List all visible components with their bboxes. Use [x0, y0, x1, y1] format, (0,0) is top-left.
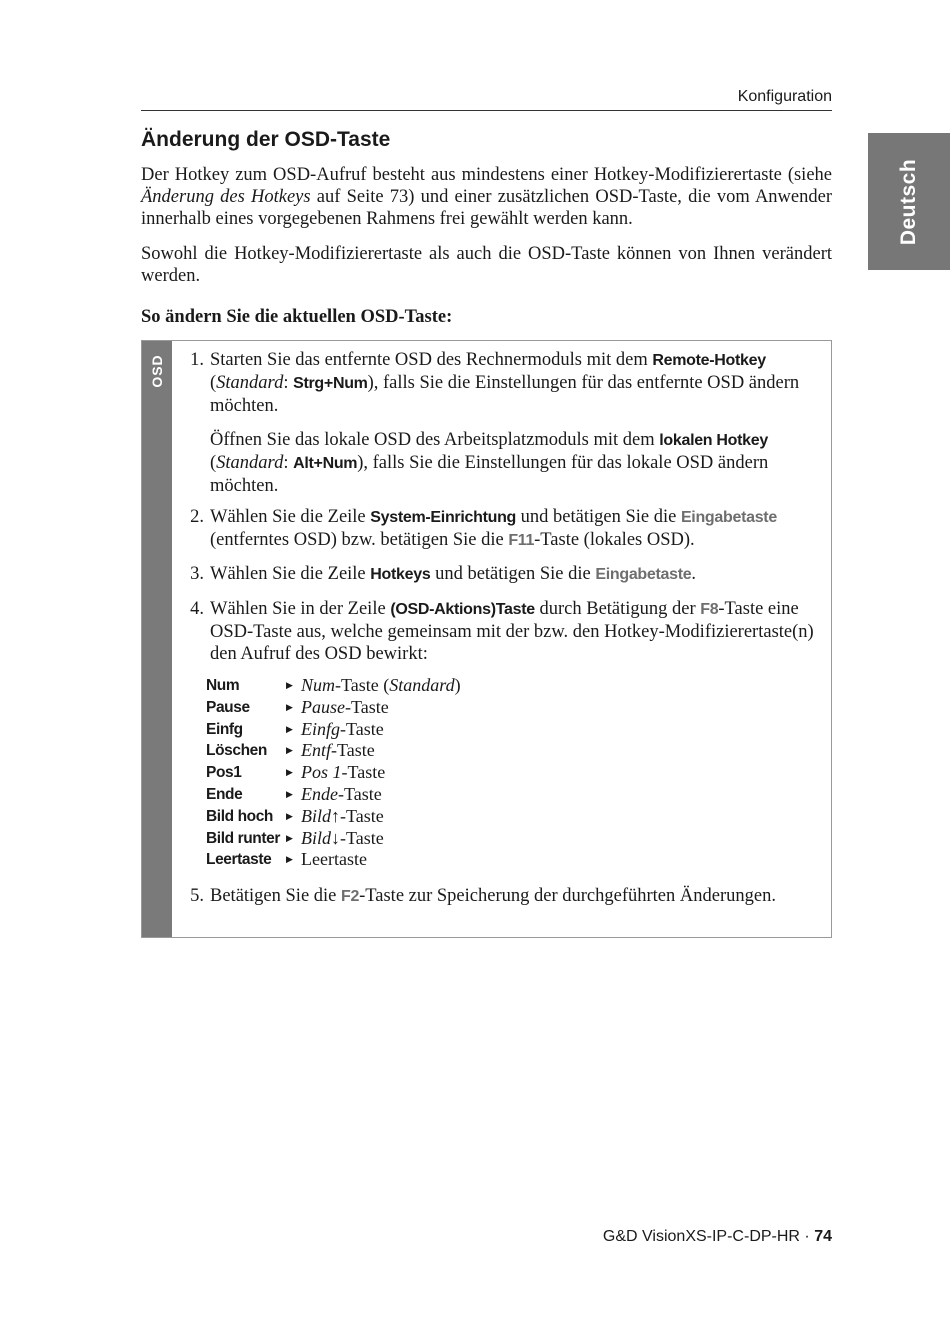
key-desc-italic: Pause: [301, 696, 345, 717]
ui-term: Hotkeys: [370, 566, 431, 583]
osd-side-bar: [142, 341, 172, 937]
key-desc-italic: Bild↑: [301, 805, 340, 826]
key-desc-italic: Pos 1: [301, 762, 342, 783]
triangle-right-icon: ▶: [286, 723, 293, 734]
key-desc-italic: Einfg: [301, 718, 340, 739]
ui-term: System-Einrichtung: [370, 509, 517, 526]
step-text: ), falls Sie die Einstellungen für das entfernte OSD ändern möchten.: [210, 373, 800, 416]
step-body: [210, 506, 820, 552]
key-option-desc: [301, 762, 385, 784]
intro-paragraph-2: Sowohl die Hotkey-Modifizierertaste als auch die OSD-Taste können von Ihnen verändert werden.: [141, 244, 832, 286]
header-divider: [141, 110, 832, 111]
key-option-name: Pos1: [206, 764, 242, 782]
step-text: und betätigen Sie die: [516, 507, 681, 527]
key-desc-italic: Standard: [389, 675, 455, 695]
key-term: F11: [508, 532, 535, 549]
step-number: 2.: [190, 507, 204, 527]
osd-instruction-box: [141, 340, 832, 938]
step-text: Wählen Sie die Zeile: [210, 564, 371, 584]
triangle-right-icon: ▶: [286, 767, 293, 778]
step-text: :: [283, 453, 294, 473]
key-option-name: Löschen: [206, 742, 267, 760]
step-text: Wählen Sie in der Zeile: [210, 599, 391, 619]
key-desc-text: -Taste: [345, 696, 389, 717]
step-text: Starten Sie das entfernte OSD des Rechnermoduls mit dem: [210, 350, 653, 370]
triangle-right-icon: ▶: [286, 832, 293, 843]
key-desc-italic: Entf: [301, 740, 331, 761]
key-term: Eingabetaste: [595, 566, 692, 583]
language-tab: [868, 133, 950, 270]
step-number: 3.: [190, 564, 204, 584]
triangle-right-icon: ▶: [286, 701, 293, 712]
key-option-name: Pause: [206, 698, 250, 716]
key-desc-text: -Taste: [340, 718, 384, 739]
page-number: 74: [814, 1228, 832, 1245]
steps-heading: So ändern Sie die aktuellen OSD-Taste:: [141, 307, 453, 327]
key-desc-text: Leertaste: [301, 849, 367, 870]
step-text: .: [691, 564, 696, 584]
key-term: Eingabetaste: [680, 509, 777, 526]
key-option-desc: [301, 675, 461, 697]
triangle-right-icon: ▶: [286, 788, 293, 799]
step-text: Wählen Sie die Zeile: [210, 507, 371, 527]
intro-text: Der Hotkey zum OSD-Aufruf besteht aus mindestens einer Hotkey-Modifizierertaste (siehe: [141, 165, 832, 185]
ui-term: (OSD-Aktions)Taste: [390, 601, 535, 618]
page-footer: [603, 1228, 832, 1246]
step-number: 4.: [190, 599, 204, 619]
step-text: -Taste (lokales OSD).: [534, 530, 695, 550]
key-option-desc: [301, 697, 389, 719]
key-desc-text: ): [454, 675, 461, 695]
step-text: :: [283, 373, 294, 393]
key-desc-text: -Taste: [341, 762, 386, 783]
section-title: Änderung der OSD-Taste: [141, 128, 391, 151]
key-option-name: Bild hoch: [206, 807, 274, 825]
step-text: durch Betätigung der: [534, 599, 701, 619]
step-text: Betätigen Sie die: [210, 886, 342, 906]
step-text: Öffnen Sie das lokale OSD des Arbeitsplatzmoduls mit dem: [210, 430, 660, 450]
key-desc-text: -Taste: [340, 805, 384, 826]
key-term: F8: [700, 601, 719, 618]
key-desc-italic: Num: [301, 675, 336, 695]
key-option-desc: [301, 784, 382, 806]
step-body: [210, 598, 820, 665]
triangle-right-icon: ▶: [286, 680, 293, 690]
cross-reference: Änderung des Hotkeys: [141, 187, 311, 207]
key-option-name: Num: [206, 677, 240, 694]
intro-text: auf Seite 73) und einer zusätzlichen OSD-Taste, die vom Anwender innerhalb eines vorgegebenen Rahmens frei gewählt werden kann.: [141, 187, 832, 229]
step-body: [210, 885, 820, 908]
triangle-right-icon: ▶: [286, 745, 293, 756]
running-header: Konfiguration: [737, 88, 832, 105]
ui-term: lokalen Hotkey: [659, 432, 768, 449]
step-number: 1.: [190, 350, 204, 370]
step-text-italic: Standard: [216, 373, 284, 393]
ui-term: Remote-Hotkey: [652, 352, 766, 369]
key-desc-text: -Taste: [337, 783, 382, 804]
step-body: [210, 563, 820, 586]
step-text: (: [210, 453, 217, 473]
osd-side-label: OSD: [149, 354, 165, 388]
ui-term: Strg+Num: [293, 375, 368, 392]
step-text: und betätigen Sie die: [430, 564, 596, 584]
language-tab-label: Deutsch: [897, 158, 920, 245]
key-option-desc: [301, 849, 367, 871]
footer-product: G&D VisionXS-IP-C-DP-HR ·: [602, 1228, 815, 1245]
key-option-desc: [301, 719, 384, 741]
key-desc-italic: Ende: [301, 783, 338, 804]
step-text: -Taste zur Speicherung der durchgeführten Änderungen.: [359, 886, 776, 906]
key-option-name: Bild runter: [206, 829, 280, 847]
key-option-desc: [301, 740, 375, 762]
triangle-right-icon: ▶: [286, 810, 293, 821]
step-text: -Taste eine OSD-Taste aus, welche gemeinsam mit der bzw. den Hotkey-Modifizierertaste(n) den Aufruf des OSD bewirkt:: [210, 599, 814, 664]
step-text: (: [210, 373, 217, 393]
key-option-name: Leertaste: [206, 851, 272, 869]
triangle-right-icon: ▶: [286, 854, 293, 865]
key-desc-text: -Taste (: [335, 675, 390, 695]
key-desc-italic: Bild↓: [301, 827, 340, 848]
ui-term: Alt+Num: [293, 455, 358, 472]
step-body: [210, 349, 820, 497]
step-1-remote: [210, 349, 820, 417]
key-desc-text: -Taste: [331, 740, 375, 761]
step-text: ), falls Sie die Einstellungen für das lokale OSD ändern möchten.: [210, 453, 769, 496]
key-desc-text: -Taste: [340, 827, 384, 848]
key-option-desc: [301, 828, 384, 850]
key-term: F2: [341, 888, 360, 905]
step-text-italic: Standard: [216, 453, 284, 473]
key-option-desc: [301, 806, 384, 828]
step-text: (entferntes OSD) bzw. betätigen Sie die: [210, 530, 509, 550]
intro-paragraph-1: [141, 164, 832, 230]
step-1-local: [210, 429, 820, 497]
step-number: 5.: [190, 886, 204, 906]
key-option-name: Ende: [206, 785, 243, 803]
key-option-name: Einfg: [206, 720, 243, 738]
